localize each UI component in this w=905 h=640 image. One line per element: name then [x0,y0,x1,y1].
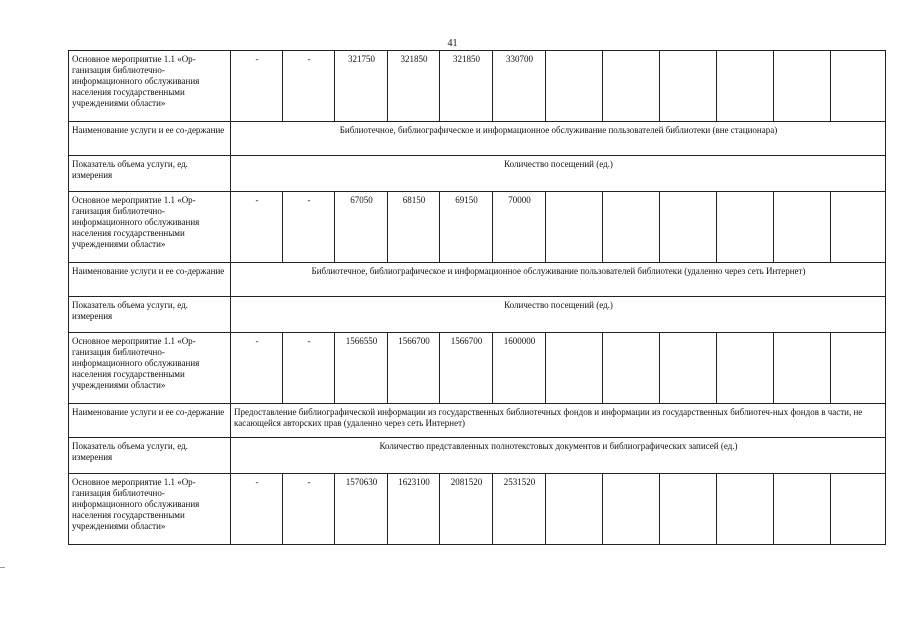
value-cell: 330700 [493,51,546,122]
service-label-cell: Наименование услуги и ее со-держание [69,404,231,438]
value-cell: 1570630 [335,474,388,545]
value-cell: 1600000 [493,333,546,404]
value-cell [717,192,774,263]
measure-name-cell: Основное мероприятие 1.1 «Ор-ганизация библиотечно-информационного обслуживания населения государственными учреждениями области» [69,51,231,122]
value-cell: 67050 [335,192,388,263]
value-cell: 2531520 [493,474,546,545]
services-table [68,50,886,545]
service-text-cell: Библиотечное, библиографическое и информационное обслуживание пользователей библиотеки (удаленно через сеть Интернет) [231,263,886,297]
service-text-cell: Библиотечное, библиографическое и информационное обслуживание пользователей библиотеки (вне стационара) [231,122,886,156]
value-cell: - [231,333,283,404]
value-cell [717,474,774,545]
value-cell [546,333,603,404]
measure-name-cell: Основное мероприятие 1.1 «Ор-ганизация библиотечно-информационного обслуживания населения государственными учреждениями области» [69,474,231,545]
value-cell: 70000 [493,192,546,263]
value-cell: - [231,192,283,263]
value-cell: - [283,474,335,545]
page-number: 41 [447,38,458,49]
indicator-label-cell: Показатель объема услуги, ед. измерения [69,297,231,333]
table-row [69,474,886,545]
value-cell: 321850 [440,51,493,122]
measure-name-cell: Основное мероприятие 1.1 «Ор-ганизация библиотечно-информационного обслуживания населения государственными учреждениями области» [69,333,231,404]
measure-name-cell: Основное мероприятие 1.1 «Ор-ганизация библиотечно-информационного обслуживания населения государственными учреждениями области» [69,192,231,263]
indicator-text-cell: Количество посещений (ед.) [231,297,886,333]
value-cell [546,192,603,263]
value-cell [546,51,603,122]
value-cell: - [231,474,283,545]
value-cell: 1566700 [440,333,493,404]
value-cell: - [283,333,335,404]
value-cell: - [283,51,335,122]
value-cell: 69150 [440,192,493,263]
edge-mark [0,567,5,568]
indicator-text-cell: Количество посещений (ед.) [231,156,886,192]
table-row [69,404,886,438]
value-cell [603,474,660,545]
service-text-cell: Предоставление библиографической информации из государственных библиотечных фондов и информации из государственных библиотеч-ных фондов в части, не касающейся авторских прав (удаленно через сеть Интернет) [231,404,886,438]
table-row [69,156,886,192]
value-cell: 321850 [388,51,440,122]
value-cell [660,51,717,122]
value-cell [717,333,774,404]
value-cell [774,51,831,122]
value-cell: 2081520 [440,474,493,545]
table-row [69,263,886,297]
indicator-label-cell: Показатель объема услуги, ед. измерения [69,438,231,474]
value-cell: 1566550 [335,333,388,404]
value-cell: 68150 [388,192,440,263]
table-row [69,51,886,122]
table-row [69,297,886,333]
value-cell [660,474,717,545]
value-cell [774,474,831,545]
table-row [69,333,886,404]
service-label-cell: Наименование услуги и ее со-держание [69,122,231,156]
value-cell [660,192,717,263]
value-cell [603,333,660,404]
value-cell [717,51,774,122]
table-row [69,192,886,263]
indicator-text-cell: Количество представленных полнотекстовых документов и библиографических записей (ед.) [231,438,886,474]
value-cell [603,51,660,122]
table-body [69,51,886,545]
value-cell [660,333,717,404]
value-cell: 1623100 [388,474,440,545]
value-cell [831,51,886,122]
value-cell [774,333,831,404]
value-cell [603,192,660,263]
value-cell [831,333,886,404]
value-cell: 1566700 [388,333,440,404]
value-cell [831,474,886,545]
value-cell: - [231,51,283,122]
table-row [69,438,886,474]
value-cell: 321750 [335,51,388,122]
service-label-cell: Наименование услуги и ее со-держание [69,263,231,297]
table-row [69,122,886,156]
value-cell: - [283,192,335,263]
value-cell [774,192,831,263]
indicator-label-cell: Показатель объема услуги, ед. измерения [69,156,231,192]
value-cell [831,192,886,263]
value-cell [546,474,603,545]
